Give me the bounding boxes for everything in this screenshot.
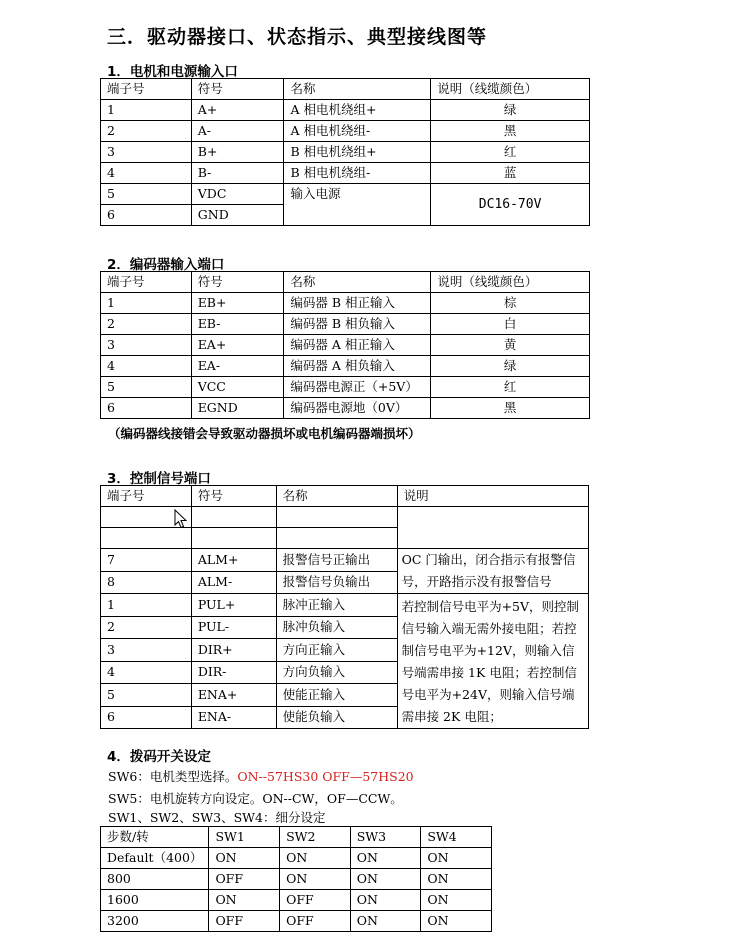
dip-switch-table [100,826,492,932]
cell: A 相电机绕组+ [284,100,431,121]
header-cell: 名称 [284,79,431,100]
cell: ON [280,869,351,890]
power-desc-cell: DC16-70V [431,184,590,226]
cell: ENA+ [191,684,276,707]
cell: Default（400） [101,848,209,869]
cell: VCC [191,377,284,398]
header-cell: SW3 [350,827,421,848]
table-header-row [101,486,589,507]
header-cell: 步数/转 [101,827,209,848]
cell: 4 [101,661,192,684]
cell: A+ [191,100,284,121]
table-row [101,142,590,163]
empty-cell [397,507,588,549]
cell: ON [350,890,421,911]
cell: 棕 [431,293,590,314]
cell: 5 [101,184,192,205]
header-cell: 说明（线缆颜色） [431,79,590,100]
header-cell: 说明（线缆颜色） [431,272,590,293]
cell: B+ [191,142,284,163]
cell: 黑 [431,121,590,142]
cell: ON [350,848,421,869]
cell: ON [350,911,421,932]
cell: 蓝 [431,163,590,184]
table-row [101,335,590,356]
section2-heading: 2．编码器输入端口 [107,257,225,273]
table-row [101,314,590,335]
cell: 1 [101,100,192,121]
header-cell: 符号 [191,486,276,507]
cell: 6 [101,205,192,226]
cell: 6 [101,398,192,419]
empty-cell [276,528,397,549]
cell: ON [280,848,351,869]
cell: 方向正输入 [276,639,397,662]
header-cell: SW4 [421,827,492,848]
cell: EB+ [191,293,284,314]
sw6-options: ON--57HS30 OFF—57HS20 [237,769,414,784]
cell: 5 [101,377,192,398]
motor-power-table [100,78,590,226]
table-header-row [101,827,492,848]
cell: GND [191,205,284,226]
cell: 编码器 A 相负输入 [284,356,431,377]
table-row [101,100,590,121]
cell: EB- [191,314,284,335]
table-row [101,911,492,932]
table-row [101,121,590,142]
cell: 方向负输入 [276,661,397,684]
empty-cell [101,528,192,549]
header-cell: SW1 [209,827,280,848]
cell: 3 [101,639,192,662]
cell: 绿 [431,356,590,377]
cell: ON [421,869,492,890]
cell: ON [209,890,280,911]
cell: 使能负输入 [276,706,397,729]
header-cell: 端子号 [101,486,192,507]
section4-heading: 4．拨码开关设定 [107,749,211,765]
cell: 编码器电源地（0V） [284,398,431,419]
cell: ALM- [191,571,276,594]
cell: 白 [431,314,590,335]
cell: A 相电机绕组- [284,121,431,142]
encoder-table [100,271,590,419]
header-cell: 名称 [276,486,397,507]
cell: B 相电机绕组- [284,163,431,184]
cell: ON [350,869,421,890]
table-row [101,377,590,398]
cell: 2 [101,314,192,335]
cell: 4 [101,163,192,184]
sw6-line [108,767,414,785]
cell: EA+ [191,335,284,356]
cell: 编码器 B 相负输入 [284,314,431,335]
table-row [101,594,589,617]
cell: OFF [280,911,351,932]
cell: 3200 [101,911,209,932]
header-cell: 符号 [191,272,284,293]
section3-heading: 3．控制信号端口 [107,471,211,487]
cell: ALM+ [191,549,276,572]
input-desc-cell: 若控制信号电平为+5V，则控制信号输入端无需外接电阻；若控制信号电平为+12V，则输入信号端需串接 1K 电阻；若控制信号电平为+24V，则输入信号端需串接 2K 电阻； [397,594,588,729]
cell: B- [191,163,284,184]
cell: 2 [101,616,192,639]
encoder-warning-note: （编码器线接错会导致驱动器损坏或电机编码器端损坏） [108,426,421,441]
power-name-cell: 输入电源 [284,184,431,226]
cell: 脉冲正输入 [276,594,397,617]
sw5-line: SW5：电机旋转方向设定。ON--CW，OF—CCW。 [108,791,403,806]
cell: 1600 [101,890,209,911]
header-cell: 名称 [284,272,431,293]
cell: ON [421,890,492,911]
cell: 编码器 B 相正输入 [284,293,431,314]
table-row [101,549,589,572]
cell: 脉冲负输入 [276,616,397,639]
cell: 2 [101,121,192,142]
cell: 3 [101,335,192,356]
cell: 3 [101,142,192,163]
cell: DIR+ [191,639,276,662]
mouse-pointer-icon [174,509,188,529]
table-row [101,890,492,911]
sw6-label: SW6：电机类型选择。 [108,769,238,784]
cell: B 相电机绕组+ [284,142,431,163]
page-title: 三．驱动器接口、状态指示、典型接线图等 [107,26,488,48]
cell: 报警信号正输出 [276,549,397,572]
cell: EGND [191,398,284,419]
cell: VDC [191,184,284,205]
table-row [101,848,492,869]
cell: 红 [431,142,590,163]
cell: 使能正输入 [276,684,397,707]
table-row [101,184,590,205]
cell: 8 [101,571,192,594]
cell: 4 [101,356,192,377]
cell: 800 [101,869,209,890]
section1-heading: 1．电机和电源输入口 [107,64,238,80]
cell: 编码器电源正（+5V） [284,377,431,398]
empty-cell [191,528,276,549]
cell: 5 [101,684,192,707]
table-row [101,869,492,890]
cell: 1 [101,293,192,314]
cell: ON [209,848,280,869]
cell: ON [421,848,492,869]
sw1-4-line: SW1、SW2、SW3、SW4：细分设定 [108,810,326,825]
cell: 红 [431,377,590,398]
table-row [101,163,590,184]
cell: DIR- [191,661,276,684]
table-header-row [101,79,590,100]
cell: 编码器 A 相正输入 [284,335,431,356]
table-row [101,398,590,419]
cell: 绿 [431,100,590,121]
header-cell: 说明 [397,486,588,507]
header-cell: 端子号 [101,272,192,293]
cell: A- [191,121,284,142]
cell: 黑 [431,398,590,419]
cell: 1 [101,594,192,617]
table-row [101,293,590,314]
alarm-desc-cell: OC 门输出，闭合指示有报警信号，开路指示没有报警信号 [397,549,588,594]
cell: EA- [191,356,284,377]
header-cell: 端子号 [101,79,192,100]
cell: 6 [101,706,192,729]
cell: PUL- [191,616,276,639]
cell: OFF [209,911,280,932]
cell: 报警信号负输出 [276,571,397,594]
cell: PUL+ [191,594,276,617]
cell: OFF [280,890,351,911]
header-cell: 符号 [191,79,284,100]
empty-cell [191,507,276,528]
cell: 7 [101,549,192,572]
table-row [101,356,590,377]
cell: 黄 [431,335,590,356]
cell: OFF [209,869,280,890]
cell: ENA- [191,706,276,729]
cell: ON [421,911,492,932]
header-cell: SW2 [280,827,351,848]
empty-cell [276,507,397,528]
table-header-row [101,272,590,293]
